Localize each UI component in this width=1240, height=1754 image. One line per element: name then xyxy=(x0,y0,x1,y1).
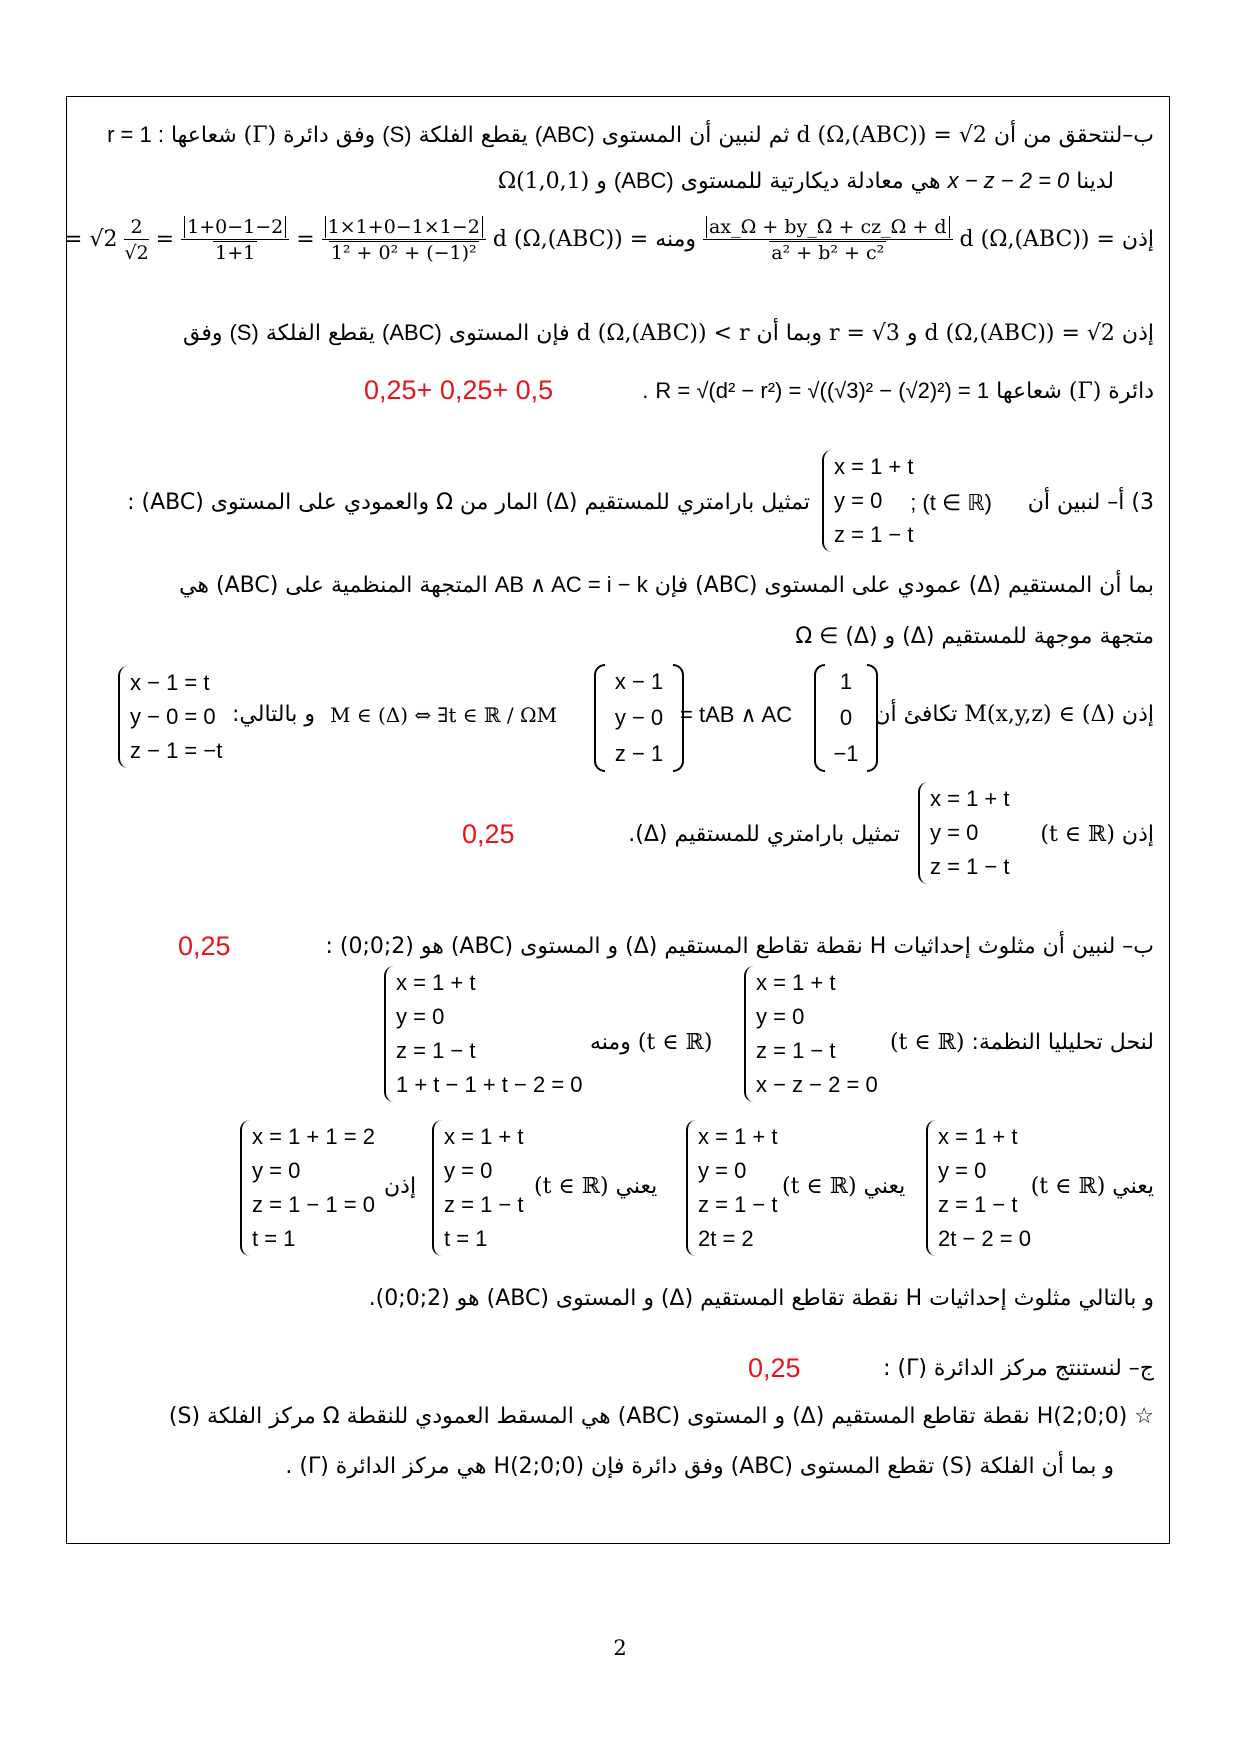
q3a-cond: ; (t ∈ ℝ) xyxy=(910,490,992,515)
omega-m-vector: x − 1 y − 0 z − 1 xyxy=(606,664,672,772)
q3b-head: ب– لنبين أن مثلوث إحداثيات H نقطة تقاطع المستقيم (Δ) و المستوى (ABC) هو (2;0;0) : xyxy=(325,934,1154,959)
q3b-therefore: (t ∈ ℝ) ومنه xyxy=(590,1030,713,1055)
q3b-yaani-3: يعني (t ∈ ℝ) xyxy=(534,1174,658,1199)
q3b-idhan: إذن xyxy=(384,1174,417,1199)
q2b-line-1: ب–لنتحقق من أن d (Ω,(ABC)) = √2 ثم لنبين أن المستوى (ABC) يقطع الفلكة (S) وفق دائرة (Γ) شعاعها r = 1 : xyxy=(107,122,1154,148)
distance-simplified-fraction: $\frac{1+0-1-2}{1+1}$ xyxy=(181,215,289,266)
page-number: 2 xyxy=(613,1636,627,1660)
q3a-system-2: x − 1 = t y − 0 = 0 z − 1 = −t xyxy=(118,666,222,768)
distance-numeric-fraction: $\frac{1\times 1+0-1\times 1-2}{\text{1² + 0² + (−1)²}}$ xyxy=(322,215,486,266)
q3b-system-d: x = 1 + t y = 0 z = 1 − t 2t = 2 xyxy=(686,1120,778,1256)
q3a-times: = tAB ∧ AC xyxy=(680,702,793,727)
q3a-text: تمثيل بارامتري للمستقيم (Δ) المار من Ω والعمودي على المستوى (ABC) : xyxy=(127,490,810,515)
q3b-conclusion: و بالتالي مثلوث إحداثيات H نقطة تقاطع المستقيم (Δ) و المستوى (ABC) هو (2;0;0). xyxy=(368,1286,1154,1311)
q3a-line-2: بما أن المستقيم (Δ) عمودي على المستوى (ABC) فإن AB ∧ AC = i − k المتجهة المنظمية على (ABC) هي xyxy=(179,572,1154,598)
q2b-line-5: دائرة (Γ) شعاعها R = √(d² − r²) = √((√3)² − (√2)²) = 1 . xyxy=(642,378,1154,404)
q3c-line-1: ☆ H(2;0;0) نقطة تقاطع المستقيم (Δ) و المستوى (ABC) هي المسقط العمودي للنقطة Ω مركز الفلكة (S) xyxy=(168,1404,1154,1429)
mark-q3b: 0,25 xyxy=(178,931,231,961)
q3b-system-e: x = 1 + t y = 0 z = 1 − t t = 1 xyxy=(432,1120,524,1256)
q3b-yaani-1: يعني (t ∈ ℝ) xyxy=(1030,1174,1154,1199)
q3a-line-3: متجهة موجهة للمستقيم (Δ) و Ω ∈ (Δ) xyxy=(795,624,1154,649)
distance-final-fraction: $\frac{2}{√2}$ xyxy=(124,215,149,264)
q2b-line-3: إذن d (Ω,(ABC)) = $\frac{ax\_\Omega + by\_\Omega + cz\_\Omega + d}{\text{a² + b² + c²}}$ ومنه d (Ω,(ABC)) = $\frac{1\times 1+0-1\times 1-2}{\text{1² + 0² + (−1)²}}$ = $\frac{1+0-1-2}{1+1}$ = $\frac{2}{√2}$ = √2 xyxy=(64,215,1154,264)
q2b-line-4: إذن d (Ω,(ABC)) = √2 و r = √3 وبما أن d (Ω,(ABC)) < r فإن المستوى (ABC) يقطع الفلكة (S) وفق xyxy=(182,320,1154,346)
q3a-system-3: x = 1 + t y = 0 z = 1 − t xyxy=(918,782,1010,884)
normal-vector: 1 0 −1 xyxy=(826,664,866,772)
mark-q3a: 0,25 xyxy=(462,819,515,849)
mark-q3c: 0,25 xyxy=(748,1353,801,1383)
q3a-line-5: إذن (t ∈ ℝ) xyxy=(1040,822,1154,847)
q3c-head: ج– لنستنتج مركز الدائرة (Γ) : xyxy=(883,1356,1154,1381)
q3a-equiv: M ∈ (Δ) ⇔ ∃t ∈ ℝ / ΩM xyxy=(330,703,558,727)
q2b-line-2: لدينا x − z − 2 = 0 هي معادلة ديكارتية للمستوى (ABC) و Ω(1,0,1) xyxy=(497,168,1114,194)
mark-q2b: 0,25+ 0,25+ 0,5 xyxy=(364,375,554,405)
q3a-line-5-text: تمثيل بارامتري للمستقيم (Δ). xyxy=(628,822,900,847)
q3b-system-a: x = 1 + t y = 0 z = 1 − t x − z − 2 = 0 xyxy=(744,966,878,1102)
q3a-hence: و بالتالي: xyxy=(232,702,315,727)
q3c-line-2: و بما أن الفلكة (S) تقطع المستوى (ABC) وفق دائرة فإن H(2;0;0) هي مركز الدائرة (Γ) . xyxy=(285,1454,1114,1479)
q3a-line-4-left: إذن M(x,y,z) ∈ (Δ) تكافئ أن xyxy=(874,702,1154,727)
q3b-system-c: x = 1 + t y = 0 z = 1 − t 2t − 2 = 0 xyxy=(926,1120,1031,1256)
q3a-system: x = 1 + t y = 0 z = 1 − t xyxy=(822,450,914,552)
q3a-head: 3) أ– لنبين أن xyxy=(1027,490,1154,515)
distance-formula-fraction: $\frac{ax\_\Omega + by\_\Omega + cz\_\Omega + d}{\text{a² + b² + c²}}$ xyxy=(703,215,953,266)
q3b-system-f: x = 1 + 1 = 2 y = 0 z = 1 − 1 = 0 t = 1 xyxy=(240,1120,375,1256)
q3b-yaani-2: يعني (t ∈ ℝ) xyxy=(782,1174,906,1199)
q3b-solve-label: لنحل تحليليا النظمة: (t ∈ ℝ) xyxy=(889,1030,1154,1055)
q3b-system-b: x = 1 + t y = 0 z = 1 − t 1 + t − 1 + t − 2 = 0 xyxy=(384,966,583,1102)
